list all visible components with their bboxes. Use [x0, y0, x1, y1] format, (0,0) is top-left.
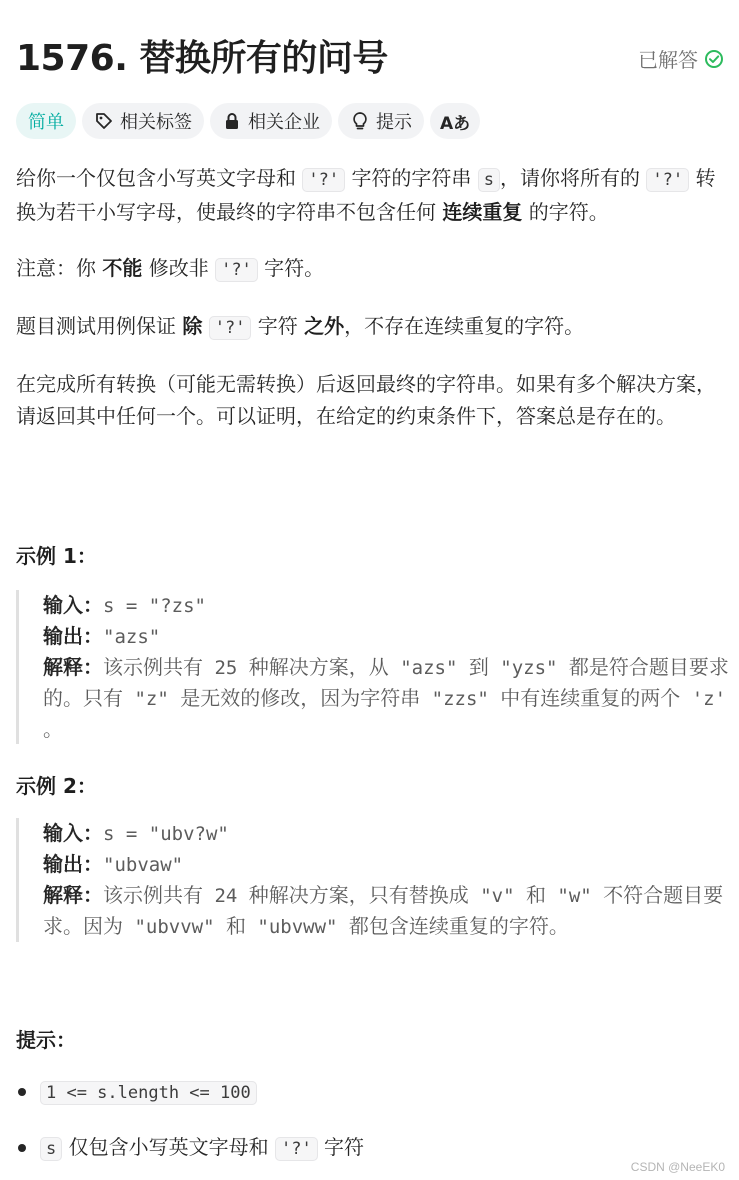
translate-button[interactable]: [430, 103, 480, 139]
description-paragraph-1: 给你一个仅包含小写英文字母和 '?' 字符的字符串 s ，请你将所有的 '?' 转换为若干小写字母，使最终的字符串不包含任何 连续重复 的字符。: [16, 166, 716, 224]
related-tags-label: 相关标签: [120, 112, 192, 133]
lightbulb-icon: [350, 111, 370, 131]
hint-label: 提示: [376, 112, 412, 133]
description-paragraph-2: 注意：你 不能 修改非 '?' 字符。: [16, 256, 325, 280]
constraints-title: 提示：: [16, 1028, 76, 1052]
example-explanation: 解释：该示例共有 25 种解决方案，从 "azs" 到 "yzs" 都是符合题目要求的。只有 "z" 是无效的修改，因为字符串 "zzs" 中有连续重复的两个 'z' 。: [43, 655, 729, 741]
description-paragraph-3: 题目测试用例保证 除 '?' 字符 之外，不存在连续重复的字符。: [16, 314, 585, 338]
example-1-title: 示例 1：: [16, 544, 97, 568]
example-explanation: 解释：该示例共有 24 种解决方案，只有替换成 "v" 和 "w" 不符合题目要求。因为 "ubvvw" 和 "ubvww" 都包含连续重复的字符。: [43, 883, 724, 938]
difficulty-label: 简单: [28, 112, 64, 133]
solved-status: [638, 44, 724, 73]
example-output: 输出："ubvaw": [43, 852, 184, 876]
example-input: 输入：s = "?zs": [43, 593, 206, 617]
example-output: 输出："azs": [43, 624, 161, 648]
example-2-block: [16, 818, 739, 942]
hint-button[interactable]: [338, 103, 424, 139]
solved-label: 已解答: [638, 48, 698, 72]
example-input: 输入：s = "ubv?w": [43, 821, 229, 845]
tag-bar: [16, 103, 480, 139]
related-companies-button[interactable]: [210, 103, 332, 139]
related-companies-label: 相关企业: [248, 112, 320, 133]
example-1-block: [16, 590, 739, 744]
tag-icon: [94, 111, 114, 131]
inline-code: s: [40, 1137, 62, 1161]
inline-code: '?': [646, 168, 689, 192]
problem-title: 1576. 替换所有的问号: [16, 38, 388, 79]
inline-code: '?': [209, 316, 252, 340]
inline-code: 1 <= s.length <= 100: [40, 1081, 257, 1105]
problem-description: [16, 162, 724, 432]
translate-icon: Aあ: [440, 113, 471, 134]
related-tags-button[interactable]: [82, 103, 204, 139]
check-circle-icon: [704, 49, 724, 69]
inline-code: '?': [302, 168, 345, 192]
inline-code: s: [478, 168, 500, 192]
constraint-item: [16, 1074, 724, 1110]
inline-code: '?': [215, 258, 258, 282]
example-2-title: 示例 2：: [16, 774, 97, 798]
constraint-item: s 仅包含小写英文字母和 '?' 字符: [16, 1130, 724, 1166]
lock-icon: [222, 111, 242, 131]
watermark: CSDN @NeeEK0: [630, 1160, 725, 1174]
inline-code: '?': [275, 1137, 318, 1161]
constraints-list: [16, 1074, 724, 1166]
description-paragraph-4: 在完成所有转换（可能无需转换）后返回最终的字符串。如果有多个解决方案，请返回其中任何一个。可以证明，在给定的约束条件下，答案总是存在的。: [16, 372, 716, 428]
difficulty-badge[interactable]: [16, 103, 76, 139]
